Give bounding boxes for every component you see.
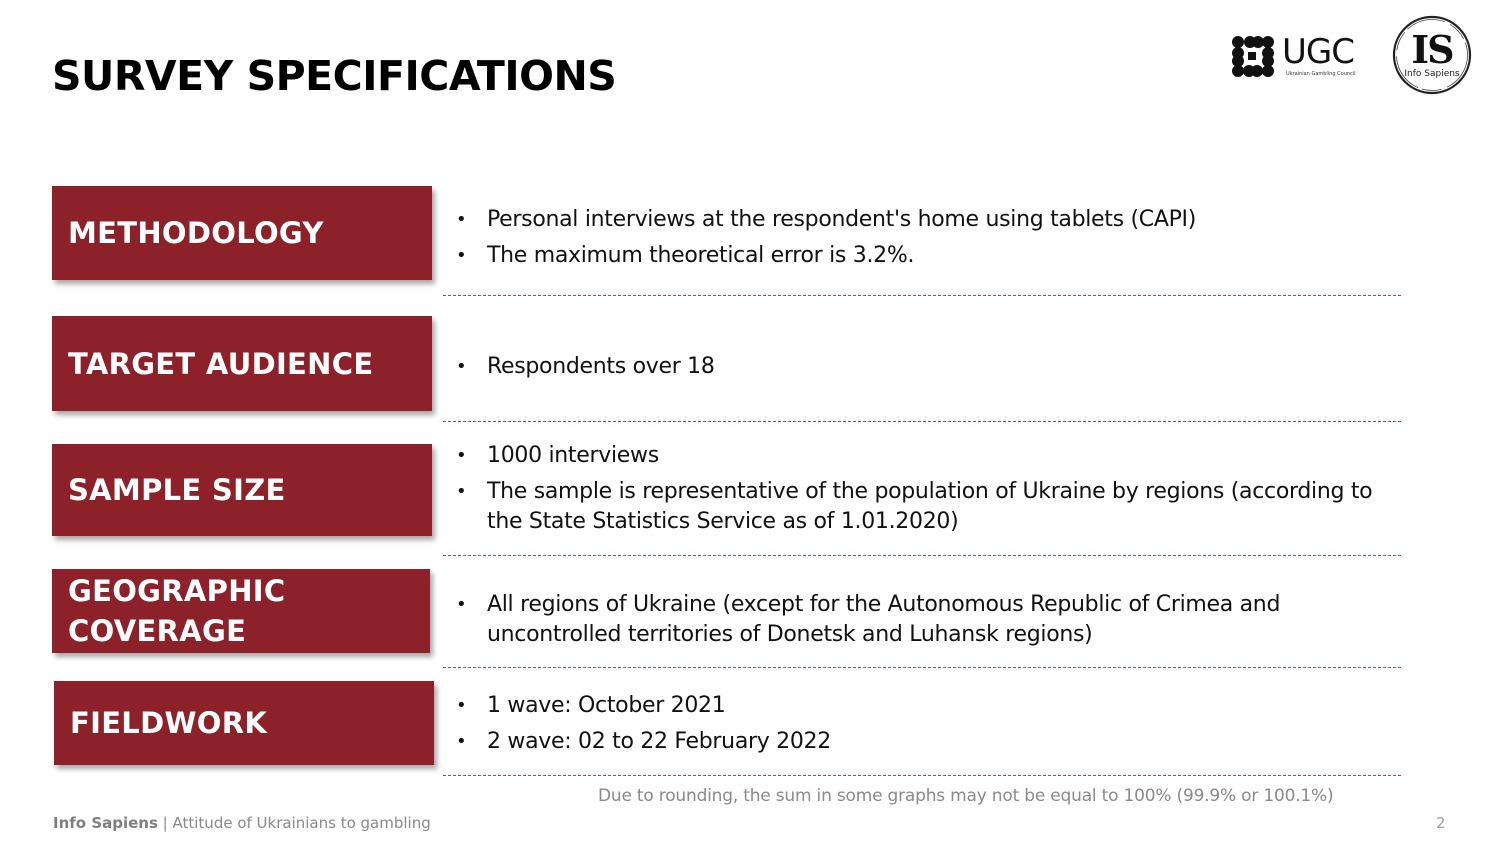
footer-subtitle: Attitude of Ukrainians to gambling: [172, 814, 431, 832]
list-item: • The sample is representative of the population of Ukraine by regions (according to the State Statistics Service as of 1.01.2020): [456, 477, 1406, 537]
rounding-note: Due to rounding, the sum in some graphs may not be equal to 100% (99.9% or 100.1%): [598, 786, 1334, 806]
ugc-logo: [1230, 34, 1370, 80]
geographic-coverage-label-box: [52, 569, 430, 653]
page-number: 2: [1436, 814, 1446, 832]
fieldwork-bullets: [456, 691, 1406, 757]
section-divider: [443, 421, 1401, 422]
target-audience-label-box: [52, 316, 432, 411]
info-sapiens-logo-letters: IS: [1411, 27, 1453, 72]
target-audience-bullets: [456, 352, 1406, 382]
fieldwork-label-box: [54, 681, 434, 765]
geographic-coverage-bullets: [456, 590, 1406, 650]
ugc-logo-subtitle: Ukrainian Gambling Council: [1286, 71, 1356, 77]
geographic-coverage-label: GEOGRAPHIC COVERAGE: [68, 574, 286, 648]
footer-brand: Info Sapiens: [53, 814, 158, 832]
section-divider: [443, 775, 1401, 776]
list-item: • 2 wave: 02 to 22 February 2022: [456, 727, 1406, 757]
list-item: • 1 wave: October 2021: [456, 691, 1406, 721]
sample-size-bullets: [456, 441, 1406, 537]
list-item: • Respondents over 18: [456, 352, 1406, 382]
section-divider: [443, 295, 1401, 296]
info-sapiens-logo-subtitle: Info Sapiens: [1404, 69, 1460, 79]
methodology-label-box: [52, 186, 432, 280]
list-item: • All regions of Ukraine (except for the Autonomous Republic of Crimea and uncontrolled territories of Donetsk and Luhansk regions): [456, 590, 1406, 650]
clover-icon: [1230, 34, 1274, 78]
list-item: • The maximum theoretical error is 3.2%.: [456, 241, 1406, 271]
sample-size-label-box: [52, 444, 432, 536]
section-divider: [443, 667, 1401, 668]
list-item: • Personal interviews at the respondent's home using tablets (CAPI): [456, 205, 1406, 235]
fieldwork-label: FIELDWORK: [70, 706, 268, 740]
footer: [53, 814, 431, 832]
methodology-label: METHODOLOGY: [68, 216, 324, 250]
footer-separator: |: [157, 814, 173, 832]
list-item: • 1000 interviews: [456, 441, 1406, 471]
target-audience-label: TARGET AUDIENCE: [68, 346, 374, 381]
info-sapiens-logo: [1390, 13, 1474, 97]
ugc-logo-text: UGC: [1282, 32, 1354, 72]
sample-size-label: SAMPLE SIZE: [68, 473, 286, 507]
page-title: SURVEY SPECIFICATIONS: [52, 52, 617, 100]
section-divider: [443, 555, 1401, 556]
methodology-bullets: [456, 205, 1406, 271]
